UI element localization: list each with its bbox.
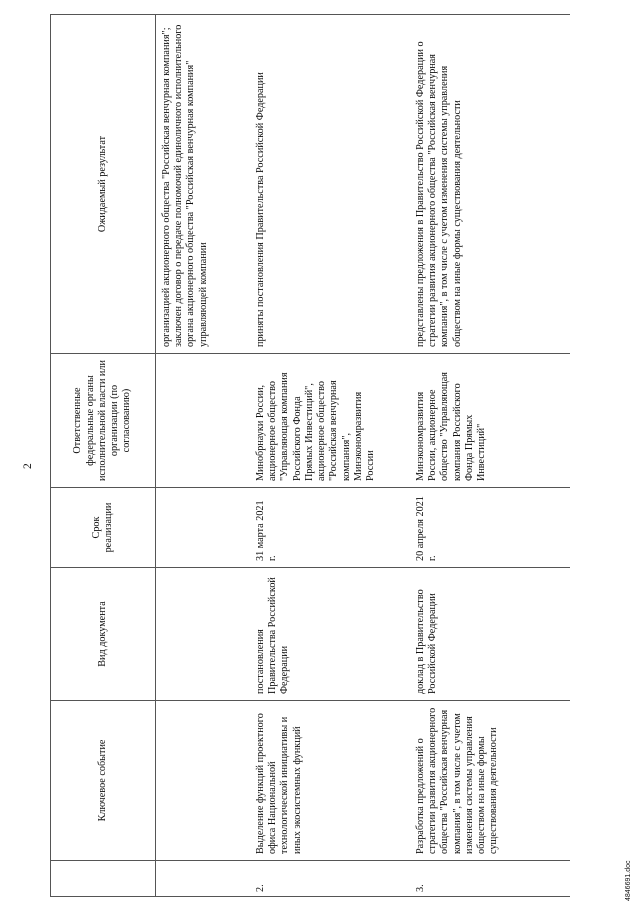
cell-responsible: Минобрнауки России, акционерное общество "Управляющая компания Российского Фонда Прямых Инвестиций", акционерное общество "Российская венчурная компания", Минэкономразвития России xyxy=(250,354,410,488)
cell-result: организацией акционерного общества "Российская венчурная компания"; заключен договор о передаче полномочий единоличного исполнительного органа акционерного общества "Российская венчурная компания" управляющей компании xyxy=(156,15,251,354)
cell-event xyxy=(156,701,251,861)
cell-num: 2. xyxy=(250,861,410,897)
cell-result: представлены предложения в Правительство Российской Федерации о стратегии развития акционерного общества "Российская венчурная компания", в том числе с учетом изменения системы управления обществом на иные формы существования деятельности xyxy=(410,15,570,354)
cell-deadline xyxy=(156,488,251,568)
cell-doc-type: доклад в Правительство Российской Федерации xyxy=(410,568,570,701)
table-header-row xyxy=(51,15,156,897)
cell-doc-type xyxy=(156,568,251,701)
cell-result: приняты постановления Правительства Российской Федерации xyxy=(250,15,410,354)
table-row xyxy=(410,15,570,897)
cell-responsible: Минэкономразвития России, акционерное общество "Управляющая компания Российского Фонда Прямых Инвестиций" xyxy=(410,354,570,488)
cell-num xyxy=(156,861,251,897)
header-key-event: Ключевое событие xyxy=(51,701,156,861)
cell-responsible xyxy=(156,354,251,488)
cell-doc-type: постановления Правительства Российской Федерации xyxy=(250,568,410,701)
cell-event: Выделение функций проектного офиса Национальной технологической инициативы и иных экосистемных функций xyxy=(250,701,410,861)
cell-deadline: 20 апреля 2021 г. xyxy=(410,488,570,568)
header-num xyxy=(51,861,156,897)
page-number: 2 xyxy=(22,463,34,469)
cell-num: 3. xyxy=(410,861,570,897)
header-deadline: Срок реализации xyxy=(51,488,156,568)
cell-event: Разработка предложений о стратегии развития акционерного общества "Российская венчурная компания", в том числе с учетом изменения системы управления обществом на иные формы существования деятельности xyxy=(410,701,570,861)
table-row-continuation xyxy=(156,15,251,897)
document-file-id: 4846691.doc xyxy=(625,860,632,901)
events-table xyxy=(50,14,570,897)
header-expected-result: Ожидаемый результат xyxy=(51,15,156,354)
header-responsible: Ответственные федеральные органы исполнительной власти или организации (по согласованию) xyxy=(51,354,156,488)
table-row xyxy=(250,15,410,897)
header-doc-type: Вид документа xyxy=(51,568,156,701)
cell-deadline: 31 марта 2021 г. xyxy=(250,488,410,568)
